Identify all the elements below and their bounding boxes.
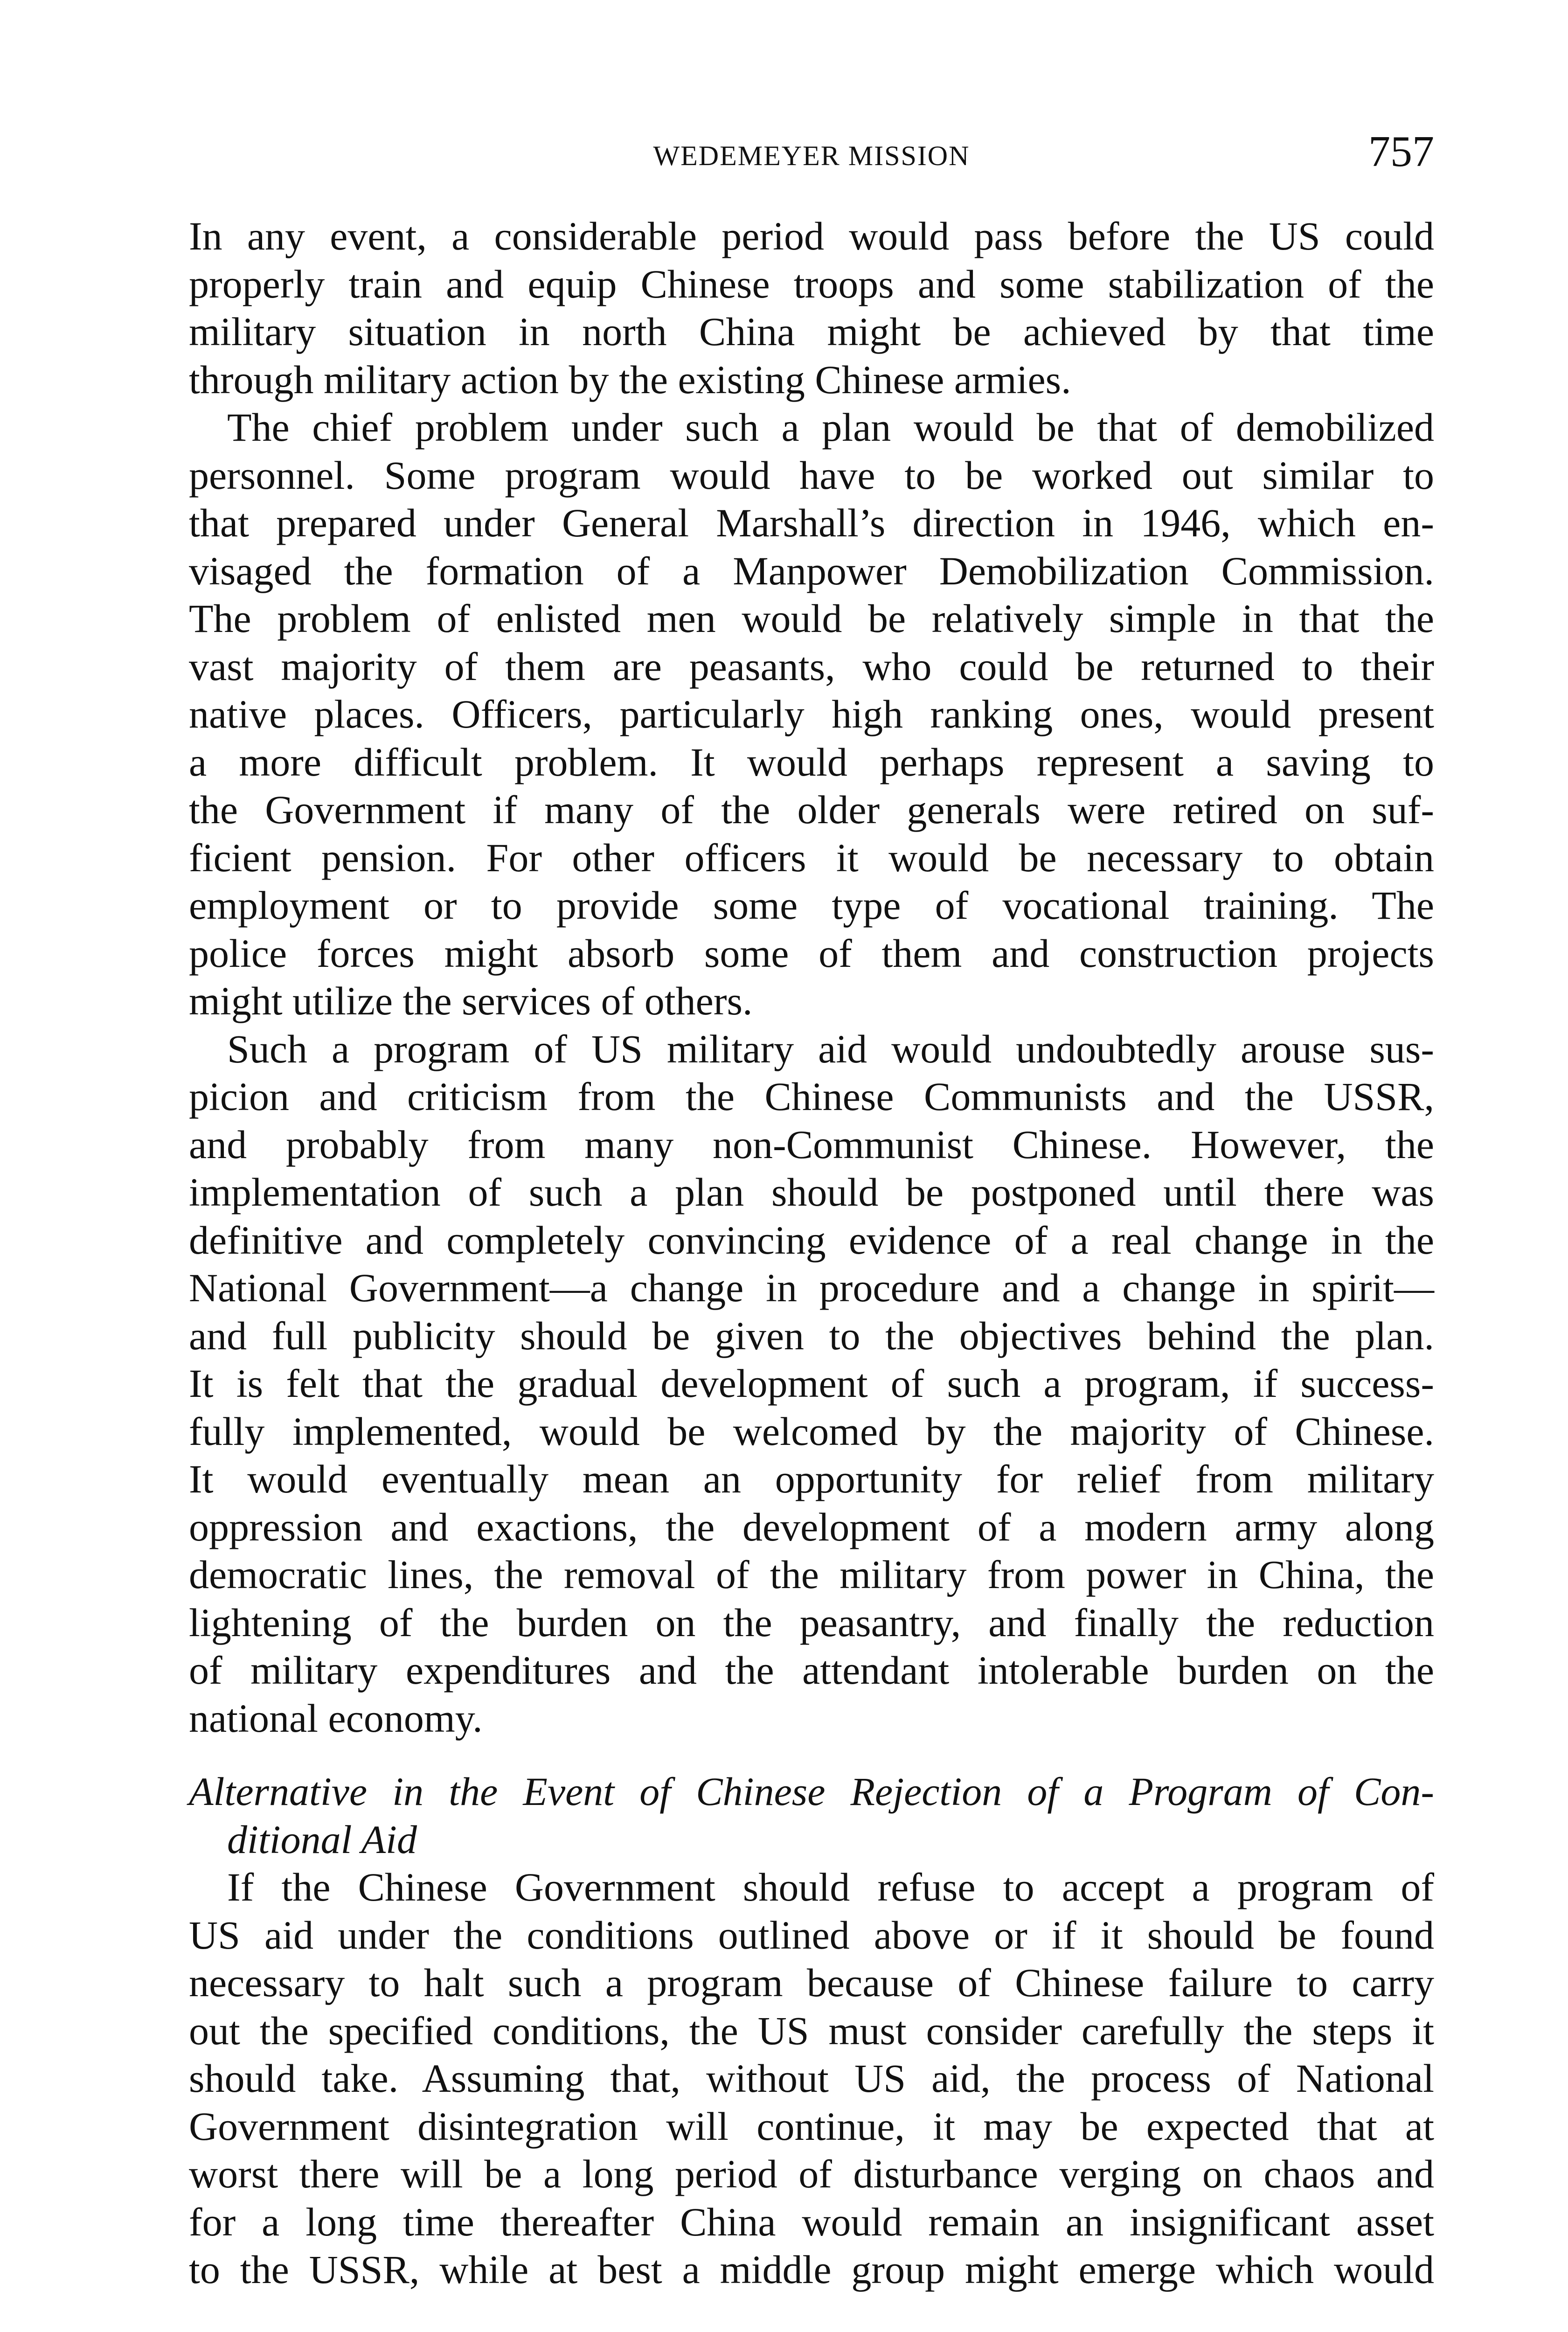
- text-line: US aid under the conditions outlined above or if it should be found: [189, 1912, 1434, 1957]
- text-line: fully implemented, would be welcomed by the majority of Chinese.: [189, 1409, 1434, 1454]
- text-line: The chief problem under such a plan would be that of demobilized: [227, 405, 1434, 450]
- text-line: vast majority of them are peasants, who could be returned to their: [189, 644, 1434, 689]
- text-line: of military expenditures and the attendant intolerable burden on the: [189, 1648, 1434, 1693]
- section-spacer: [189, 1742, 1434, 1768]
- text-line: Government disintegration will continue, it may be expected that at: [189, 2103, 1434, 2149]
- text-line: out the specified conditions, the US must consider carefully the steps it: [189, 2008, 1434, 2053]
- text-line: employment or to provide some type of vocational training. The: [189, 883, 1434, 928]
- text-line: for a long time thereafter China would remain an insignificant asset: [189, 2199, 1434, 2244]
- text-line: necessary to halt such a program because of Chinese failure to carry: [189, 1960, 1434, 2005]
- text-line: a more difficult problem. It would perhaps represent a saving to: [189, 739, 1434, 784]
- text-line: and probably from many non-Communist Chinese. However, the: [189, 1122, 1434, 1167]
- paragraph: [189, 212, 1434, 403]
- text-line: implementation of such a plan should be postponed until there was: [189, 1170, 1434, 1215]
- text-line: the Government if many of the older generals were retired on suf-: [189, 787, 1434, 832]
- text-line: properly train and equip Chinese troops and some stabilization of the: [189, 261, 1434, 306]
- text-line: military situation in north China might be achieved by that time: [189, 309, 1434, 354]
- text-line: picion and criticism from the Chinese Communists and the USSR,: [189, 1074, 1434, 1119]
- page-header: [189, 127, 1434, 190]
- text-line: police forces might absorb some of them and construction projects: [189, 930, 1434, 976]
- text-line: lightening of the burden on the peasantry, and finally the reduction: [189, 1600, 1434, 1645]
- text-line: National Government—a change in procedure and a change in spirit—: [189, 1265, 1434, 1310]
- text-line: It is felt that the gradual development of such a program, if success-: [189, 1361, 1434, 1406]
- section-heading: [189, 1768, 1434, 1863]
- heading-line: Alternative in the Event of Chinese Rejection of a Program of Con-: [189, 1769, 1434, 1814]
- paragraph: [189, 1025, 1434, 1742]
- text-line: visaged the formation of a Manpower Demobilization Commission.: [189, 548, 1434, 593]
- text-line: If the Chinese Government should refuse to accept a program of: [227, 1865, 1434, 1909]
- text-line: and full publicity should be given to the objectives behind the plan.: [189, 1313, 1434, 1358]
- body-text: [189, 212, 1434, 2294]
- running-title: WEDEMEYER MISSION: [653, 140, 970, 171]
- text-line: personnel. Some program would have to be worked out similar to: [189, 452, 1434, 498]
- text-line: oppression and exactions, the development of a modern army along: [189, 1504, 1434, 1549]
- text-line: ficient pension. For other officers it would be necessary to obtain: [189, 835, 1434, 880]
- text-line: that prepared under General Marshall’s direction in 1946, which en-: [189, 500, 1434, 545]
- paragraph: [189, 1863, 1434, 2294]
- text-line: In any event, a considerable period would pass before the US could: [189, 214, 1434, 258]
- text-line: democratic lines, the removal of the military from power in China, the: [189, 1552, 1434, 1597]
- text-line: Such a program of US military aid would undoubtedly arouse sus-: [227, 1026, 1434, 1071]
- text-line: The problem of enlisted men would be relatively simple in that the: [189, 596, 1434, 641]
- text-line: to the USSR, while at best a middle group might emerge which would: [189, 2247, 1434, 2292]
- text-line: should take. Assuming that, without US aid, the process of National: [189, 2056, 1434, 2101]
- text-line: might utilize the services of others.: [189, 979, 753, 1023]
- text-line: through military action by the existing Chinese armies.: [189, 357, 1071, 402]
- page-number: 757: [1368, 127, 1434, 176]
- paragraph: [189, 403, 1434, 1025]
- text-line: It would eventually mean an opportunity for relief from military: [189, 1457, 1434, 1501]
- heading-line: ditional Aid: [227, 1817, 417, 1862]
- text-line: national economy.: [189, 1695, 483, 1741]
- text-line: worst there will be a long period of disturbance verging on chaos and: [189, 2152, 1434, 2196]
- text-line: definitive and completely convincing evidence of a real change in the: [189, 1217, 1434, 1263]
- text-line: native places. Officers, particularly high ranking ones, would present: [189, 692, 1434, 736]
